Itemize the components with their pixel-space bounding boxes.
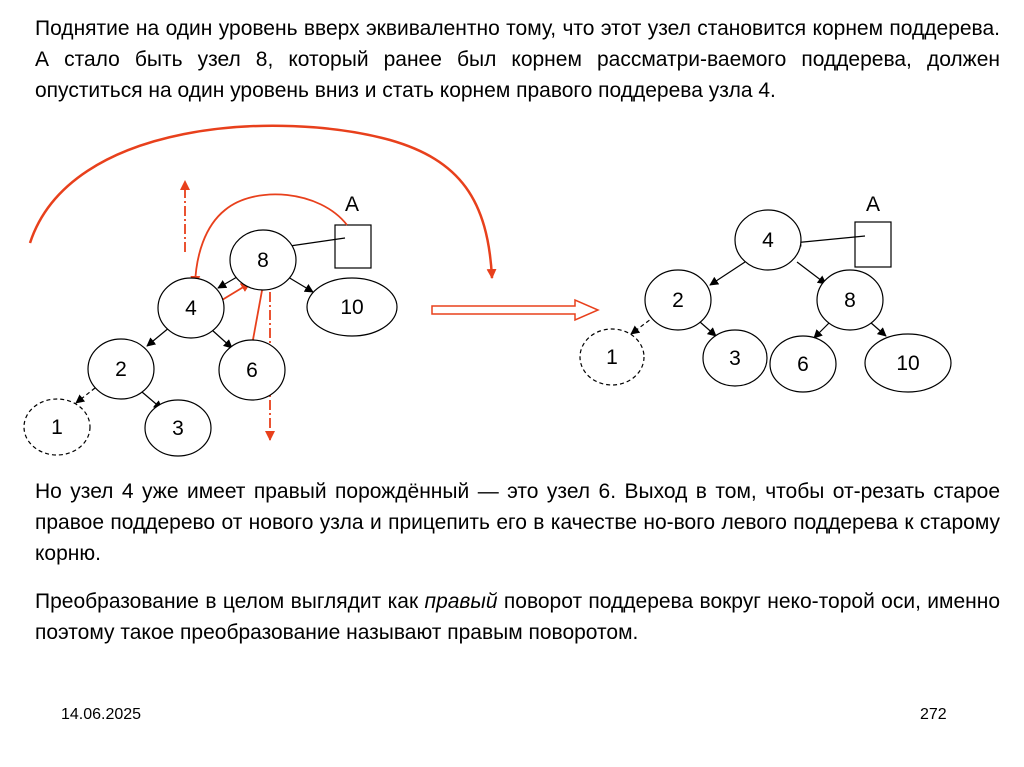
node-4-label: 4 bbox=[762, 229, 774, 252]
node-8-label: 8 bbox=[844, 289, 856, 312]
node-6-label: 6 bbox=[246, 359, 258, 382]
node-3-label: 3 bbox=[729, 347, 741, 370]
node-10-label: 10 bbox=[340, 296, 364, 319]
edge-4-6 bbox=[212, 330, 232, 348]
node-6-label: 6 bbox=[797, 353, 809, 376]
node-4-label: 4 bbox=[185, 297, 197, 320]
edge-4-2 bbox=[710, 262, 745, 285]
edge-4-8 bbox=[797, 262, 826, 284]
node-10-label: 10 bbox=[896, 352, 920, 375]
edge-8-10 bbox=[288, 277, 313, 292]
paragraph-3-end: поворот поддерева вокруг неко-торой оси, именно поэтому такое преобразование называют правым поворотом. bbox=[35, 590, 1000, 644]
edge-4-2 bbox=[147, 327, 170, 346]
transform-arrow bbox=[432, 300, 598, 320]
paragraph-3-start: Преобразование в целом выглядит как bbox=[35, 590, 425, 613]
pointer-a-box bbox=[855, 222, 891, 267]
node-2-label: 2 bbox=[115, 358, 127, 381]
node-1-label: 1 bbox=[51, 416, 63, 439]
node-8-label: 8 bbox=[257, 249, 269, 272]
pointer-a-arrow bbox=[793, 236, 865, 243]
emphasis-right: правый bbox=[424, 590, 498, 613]
edge-8-6 bbox=[814, 322, 830, 338]
footer-date: 14.06.2025 bbox=[61, 706, 142, 723]
edge-8-10 bbox=[870, 322, 886, 336]
tree-before bbox=[24, 181, 397, 456]
node-1-label: 1 bbox=[606, 346, 618, 369]
edge-2-1 bbox=[76, 388, 95, 403]
paragraph-intro: Поднятие на один уровень вверх эквивалентно тому, что этот узел становится корнем поддерева. А стало быть узел 8, который ранее был корнем рассматри-ваемого поддерева, должен опуститься на один уровень вниз и стать корнем правого поддерева узла 4. bbox=[35, 17, 1000, 102]
pointer-a-label: A bbox=[345, 193, 360, 216]
node-2-label: 2 bbox=[672, 289, 684, 312]
pointer-a-box bbox=[335, 225, 371, 268]
edge-2-3 bbox=[700, 322, 716, 336]
page-number: 272 bbox=[920, 706, 947, 723]
paragraph-cut-subtree: Но узел 4 уже имеет правый порождённый — это узел 6. Выход в том, чтобы от-резать старое правое поддерево от нового узла и прицепить его в качестве но-вого левого поддерева к старому корню. bbox=[35, 480, 1000, 565]
node-3-label: 3 bbox=[172, 417, 184, 440]
tree-after bbox=[580, 193, 951, 392]
pointer-a-label: A bbox=[866, 193, 881, 216]
edge-8-4 bbox=[218, 277, 237, 288]
paragraph-right-rotation bbox=[35, 586, 1000, 648]
